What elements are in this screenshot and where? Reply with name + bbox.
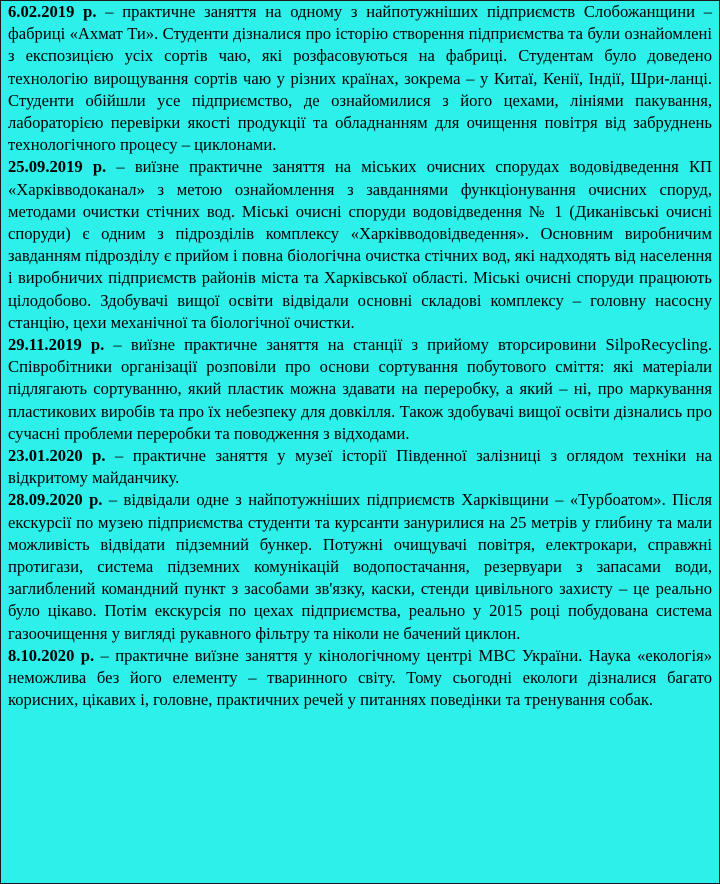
entry-2019-11-29 [8, 334, 712, 445]
entry-2020-01-23 [8, 445, 712, 489]
entry-date: 25.09.2019 р. [8, 157, 107, 177]
entry-text: – практичне заняття на одному з найпотужніших підприємств Слобожанщини – фабриці «Ахмат Ти». Студенти дізналися про історію створення підприємства та були ознайомлені з експозицією усіх сортів чаю, які розфасовуються на фабриці. Студентам було доведено технологію вирощування сортів чаю у різних країнах, зокрема – у Китаї, Кенії, Індії, Шри-ланці. Студенти обійшли усе підприємство, де ознайомилися з його цехами, лініями пакування, лабораторією перевірки якості продукції та обладнанням для очищення повітря від забруднень технологічного процесу – циклонами. [8, 2, 712, 155]
entry-date: 29.11.2019 р. [8, 335, 105, 355]
entry-text: – виїзне практичне заняття на станції з прийому вторсировини SilpoRecycling. Співробітники організації розповіли про основи сортування побутового сміття: які матеріали підлягають сортуванню, який пластик можна здавати на переробку, а який – ні, про маркування пластикових виробів та про їх небезпеку для довкілля. Також здобувачі вищої освіти дізнались про сучасні проблеми переробки та поводження з відходами. [8, 335, 712, 443]
entry-2020-10-08 [8, 645, 712, 712]
entry-text: – виїзне практичне заняття на міських очисних спорудах водовідведення КП «Харківводоканал» з метою ознайомлення з завданнями функціонування очисних споруд, методами очистки стічних вод. Міські очисні споруди водовідведення № 1 (Диканівські очисні споруди) є одним з підрозділів комплексу «Харківводовідведення». Основним виробничим завданням підрозділу є прийом і повна біологічна очистка стічних вод, які надходять від населення і виробничих підприємств районів міста та Харківської області. Міські очисні споруди працюють цілодобово. Здобувачі вищої освіти відвідали основні складові комплексу – головну насосну станцію, цехи механічної та біологічної очистки. [8, 157, 712, 332]
entry-date: 28.09.2020 р. [8, 490, 103, 510]
entry-2019-09-25 [8, 156, 712, 334]
entry-text: – практичне виїзне заняття у кінологічному центрі МВС України. Наука «екологія» неможлива без його елементу – тваринного світу. Тому сьогодні екологи дізналися багато корисних, цікавих і, головне, практичних речей у питаннях поведінки та тренування собак. [8, 645, 712, 710]
entry-date: 8.10.2020 р. [8, 645, 95, 665]
entry-2019-02-06 [8, 1, 712, 156]
entry-2020-09-28 [8, 489, 712, 644]
entry-date: 6.02.2019 р. [8, 2, 97, 21]
entry-text: – практичне заняття у музеї історії Південної залізниці з оглядом техніки на відкритому майданчику. [8, 446, 712, 488]
entry-date: 23.01.2020 р. [8, 446, 106, 466]
entry-text: – відвідали одне з найпотужніших підприємств Харківщини – «Турбоатом». Після екскурсії по музею підприємства студенти та курсанти занурилися на 25 метрів у глибину та мали можливість відвідати підземний бункер. Потужні очищувачі повітря, електрокари, справжні протигази, система підземних комунікацій водопостачання, резервуари з запасами води, заглиблений командний пункт з засобами зв'язку, каски, стенди цивільного захисту – це реально було цікаво. Потім екскурсія по цехах підприємства, реально у 2015 році побудована система газоочищення у вигляді рукавного фільтру та ніколи не бачений циклон. [8, 490, 712, 643]
